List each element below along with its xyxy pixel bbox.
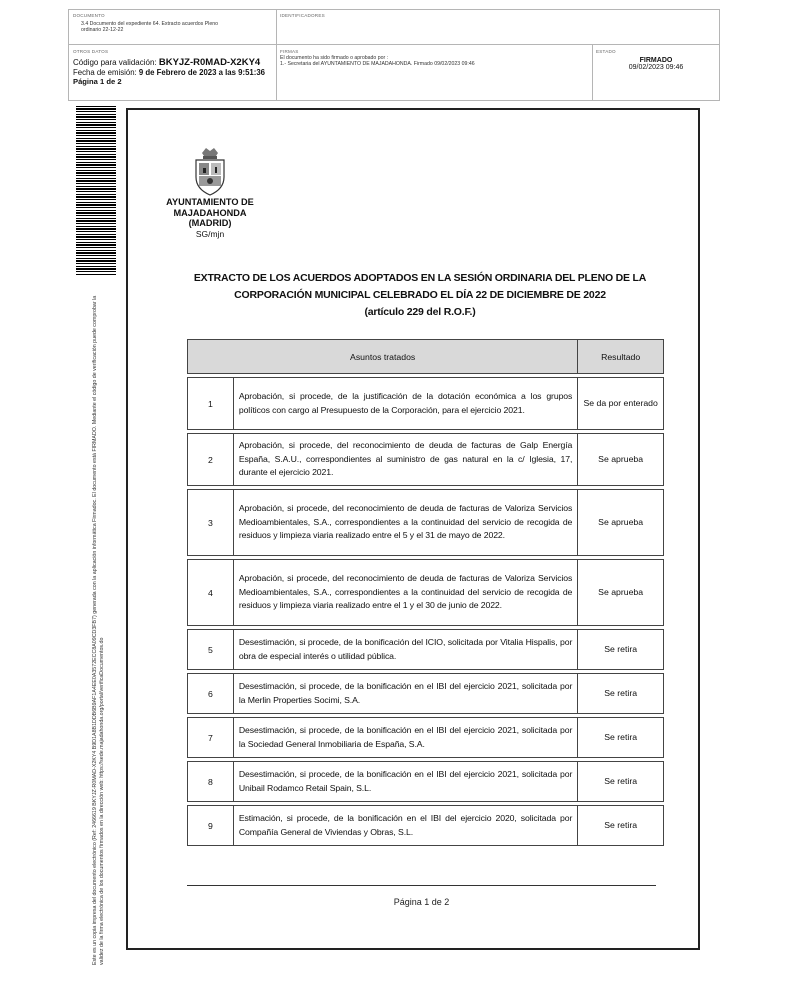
organization-line1: AYUNTAMIENTO DE — [166, 197, 254, 207]
row-number: 8 — [188, 762, 234, 802]
issue-date-line — [73, 68, 272, 77]
documento-caption: DOCUMENTO — [73, 13, 105, 18]
row-result: Se aprueba — [578, 560, 664, 626]
verification-side-text: Este es un copia impresa del documento electrónico (Ref: 2466619 BKYJZ-R0MAD-X2KY4 B9D1A8B1DDB6B9AF1A4EE0A3572ECC8A09CD3FB7) generada con la aplicación informática Firmadoc. El documento está FIRMADO. Mediante el código de verificación puede comprobar la validez de la firma electrónica de los documentos firmados en la dirección web: https://sede.majadahonda.org/portal/verificaDocumentos.do — [92, 295, 105, 965]
row-description: Desestimación, si procede, de la bonificación en el IBI del ejercicio 2021, solicitada por la Merlin Properties Socimi, S.A. — [233, 674, 577, 714]
row-number: 3 — [188, 490, 234, 556]
table-row — [188, 630, 664, 670]
firmas-intro: El documento ha sido firmado o aprobado por : — [280, 55, 389, 61]
table-row — [188, 490, 664, 556]
validation-code-label: Código para validación: — [73, 58, 157, 67]
organization-line3: (MADRID) — [188, 218, 232, 228]
organization-ref: SG/mjn — [195, 228, 225, 239]
coat-of-arms-icon — [190, 145, 230, 197]
agreements-table — [187, 339, 664, 846]
otros-datos-cell — [69, 46, 276, 102]
row-result: Se aprueba — [578, 434, 664, 486]
footer-rule — [187, 885, 656, 886]
title-line2: CORPORACIÓN MUNICIPAL CELEBRADO EL DÍA 22 DE DICIEMBRE DE 2022 — [234, 289, 606, 301]
issue-date-value: 9 de Febrero de 2023 a las 9:51:36 — [138, 68, 266, 77]
table-row — [188, 762, 664, 802]
row-number: 7 — [188, 718, 234, 758]
header-divider — [69, 44, 719, 45]
header-page-number: Página 1 de 2 — [73, 77, 122, 86]
estado-cell — [592, 46, 720, 102]
row-description: Aprobación, si procede, del reconocimiento de deuda de facturas de Valoriza Servicios Medioambientales, S.A., correspondientes a la continuidad del servicio de recogida de residuos y limpieza viaria realizado entre el 1 y el 30 de junio de 2022. — [233, 560, 577, 626]
organization-line2: MAJADAHONDA — [173, 207, 247, 218]
table-row — [188, 718, 664, 758]
firmas-signer: 1.- Secretaria del AYUNTAMIENTO DE MAJADAHONDA. Firmado 09/02/2023 09:46 — [280, 61, 475, 68]
organization-block — [150, 197, 270, 239]
title-line1: EXTRACTO DE LOS ACUERDOS ADOPTADOS EN LA SESIÓN ORDINARIA DEL PLENO DE LA — [193, 272, 647, 284]
row-result: Se da por enterado — [578, 378, 664, 430]
row-number: 1 — [188, 378, 234, 430]
table-header-row — [188, 340, 664, 374]
col-asuntos-header: Asuntos tratados — [188, 340, 578, 374]
otros-datos-caption: OTROS DATOS — [73, 49, 109, 54]
validation-code-value[interactable]: BKYJZ-R0MAD-X2KY4 — [158, 57, 261, 68]
firmas-cell — [276, 46, 592, 102]
firmas-caption: FIRMAS — [280, 49, 299, 54]
row-number: 6 — [188, 674, 234, 714]
row-description: Desestimación, si procede, de la bonificación en el IBI del ejercicio 2021, solicitada por Unibail Rodamco Retail Spain, S.L. — [233, 762, 577, 802]
row-result: Se retira — [578, 806, 664, 846]
row-description: Aprobación, si procede, de la justificación de la dotación económica a los grupos políticos con cargo al Presupuesto de la Corporación, para el ejercicio 2021. — [233, 378, 577, 430]
row-result: Se retira — [578, 718, 664, 758]
barcode — [76, 106, 116, 276]
identificadores-cell — [276, 10, 716, 44]
validation-code-line — [73, 57, 272, 68]
table-row — [188, 674, 664, 714]
title-line3: (artículo 229 del R.O.F.) — [364, 306, 476, 318]
row-description: Aprobación, si procede, del reconocimiento de deuda de facturas de Galp Energía España, S.A.U., correspondientes al suministro de gas natural en la c/ Iglesia, 17, durante el ejercicio 2021. — [233, 434, 577, 486]
table-row — [188, 434, 664, 486]
col-resultado-header: Resultado — [578, 340, 664, 374]
row-result: Se retira — [578, 762, 664, 802]
row-result: Se retira — [578, 630, 664, 670]
row-description: Desestimación, si procede, de la bonificación del ICIO, solicitada por Vitalia Hispalis, por obra de especial interés o utilidad pública. — [233, 630, 577, 670]
estado-caption: ESTADO — [596, 49, 616, 54]
documento-cell — [69, 10, 276, 44]
documento-value: 3.4 Documento del expediente 64. Extracto acuerdos Pleno ordinario 22-12-22 — [81, 21, 218, 34]
table-row — [188, 378, 664, 430]
footer-page-number: Página 1 de 2 — [393, 897, 450, 907]
row-result: Se retira — [578, 674, 664, 714]
row-number: 9 — [188, 806, 234, 846]
table-row — [188, 806, 664, 846]
estado-value: FIRMADO — [639, 57, 673, 64]
issue-date-label: Fecha de emisión: — [73, 68, 137, 77]
row-description: Desestimación, si procede, de la bonificación en el IBI del ejercicio 2021, solicitada por la Sociedad General Inmobiliaria de España, S.A. — [233, 718, 577, 758]
table-row — [188, 560, 664, 626]
row-number: 2 — [188, 434, 234, 486]
document-title — [170, 270, 670, 321]
row-description: Estimación, si procede, de la bonificación en el IBI del ejercicio 2020, solicitada por Compañía General de Viviendas y Obras, S.L. — [233, 806, 577, 846]
row-description: Aprobación, si procede, del reconocimiento de deuda de facturas de Valoriza Servicios Medioambientales, S.A., correspondientes a la continuidad del servicio de recogida de residuos y limpieza viaria realizado entre el 5 y el 31 de mayo de 2022. — [233, 490, 577, 556]
estado-date: 09/02/2023 09:46 — [628, 64, 684, 71]
row-number: 4 — [188, 560, 234, 626]
row-result: Se aprueba — [578, 490, 664, 556]
identificadores-caption: IDENTIFICADORES — [280, 13, 325, 18]
row-number: 5 — [188, 630, 234, 670]
document-metadata-header — [68, 9, 720, 101]
